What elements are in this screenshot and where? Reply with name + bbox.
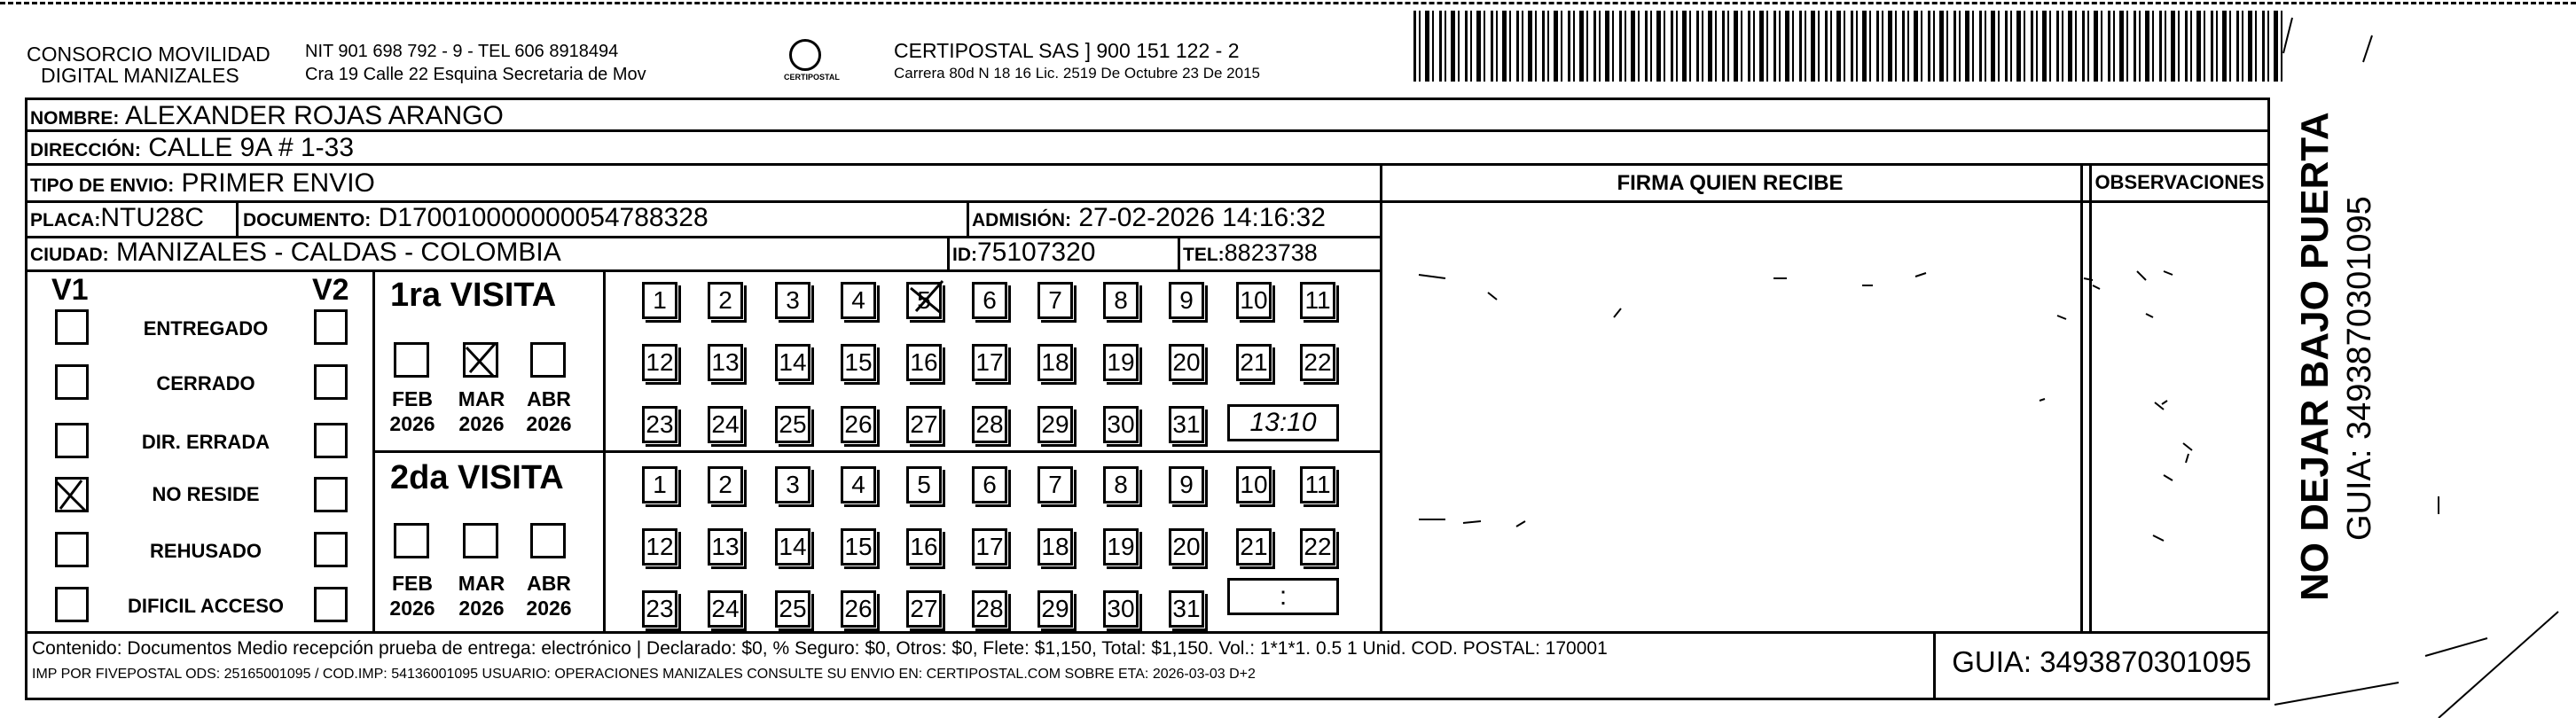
visit2-day-20[interactable]: 20 [1169, 528, 1204, 566]
status-label-rehusado: REHUSADO [150, 540, 262, 562]
visit1-day-6[interactable]: 6 [972, 282, 1007, 319]
visit1-day-13[interactable]: 13 [708, 344, 743, 381]
visit2-title: 2da VISITA [390, 459, 564, 496]
visit1-day-30[interactable]: 30 [1103, 406, 1139, 443]
visit2-day-28[interactable]: 28 [972, 590, 1007, 628]
visit2-day-22[interactable]: 22 [1300, 528, 1335, 566]
tipo-label: TIPO DE ENVIO: [30, 176, 175, 196]
visit1-day-1[interactable]: 1 [642, 282, 677, 319]
visit2-month-abr: ABR 2026 [526, 572, 572, 620]
id-field [952, 238, 1095, 270]
v1-rehusado-checkbox[interactable] [55, 532, 89, 567]
placa-label: PLACA: [30, 210, 101, 230]
visit1-day-17[interactable]: 17 [972, 344, 1007, 381]
visit2-day-18[interactable]: 18 [1037, 528, 1073, 566]
visit1-day-7[interactable]: 7 [1037, 282, 1073, 319]
cut-marks [2266, 0, 2576, 718]
visit2-month-mar-box[interactable] [463, 523, 498, 558]
visit1-day-9[interactable]: 9 [1169, 282, 1204, 319]
visit2-day-24[interactable]: 24 [708, 590, 743, 628]
direccion-label: DIRECCIÓN: [30, 140, 141, 160]
logo-text: CERTIPOSTAL [784, 73, 840, 82]
courier-sub: Carrera 80d N 18 16 Lic. 2519 De Octubre 23 De 2015 [894, 65, 1260, 82]
visit2-day-1[interactable]: 1 [642, 466, 677, 503]
visit1-day-12[interactable]: 12 [642, 344, 677, 381]
visit1-day-26[interactable]: 26 [841, 406, 876, 443]
visit2-day-8[interactable]: 8 [1103, 466, 1139, 503]
visit2-day-31[interactable]: 31 [1169, 590, 1204, 628]
ciudad-label: CIUDAD: [30, 245, 109, 265]
visit2-day-6[interactable]: 6 [972, 466, 1007, 503]
nombre-value: ALEXANDER ROJAS ARANGO [125, 101, 504, 130]
side-warning: NO DEJAR BAJO PUERTA [2293, 112, 2337, 601]
visit2-day-5[interactable]: 5 [906, 466, 942, 503]
company-name-line1: CONSORCIO MOVILIDAD [27, 43, 270, 66]
visit2-day-11[interactable]: 11 [1300, 466, 1335, 503]
visit1-day-10[interactable]: 10 [1236, 282, 1272, 319]
nombre-row [30, 101, 504, 134]
visit2-day-17[interactable]: 17 [972, 528, 1007, 566]
visit1-month-abr: ABR 2026 [526, 387, 572, 435]
visit1-day-3[interactable]: 3 [775, 282, 810, 319]
visit1-day-24[interactable]: 24 [708, 406, 743, 443]
visit1-day-8[interactable]: 8 [1103, 282, 1139, 319]
visit1-day-31[interactable]: 31 [1169, 406, 1204, 443]
tel-value: 8823738 [1224, 239, 1318, 266]
direccion-value: CALLE 9A # 1-33 [148, 133, 355, 162]
id-value: 75107320 [977, 238, 1096, 267]
visit1-day-2[interactable]: 2 [708, 282, 743, 319]
status-label-entregado: ENTREGADO [143, 317, 269, 339]
visit1-month-mar-box[interactable] [463, 342, 498, 378]
visit1-day-22[interactable]: 22 [1300, 344, 1335, 381]
visit2-day-15[interactable]: 15 [841, 528, 876, 566]
firma-header: FIRMA QUIEN RECIBE [1617, 171, 1844, 195]
visit2-day-16[interactable]: 16 [906, 528, 942, 566]
documento-value: D170010000000054788328 [378, 203, 709, 232]
v2-dificil-acceso-checkbox[interactable] [314, 587, 348, 622]
visit1-month-abr-box[interactable] [530, 342, 566, 378]
visit2-day-26[interactable]: 26 [841, 590, 876, 628]
visit1-month-feb-box[interactable] [394, 342, 429, 378]
footer-line2: IMP POR FIVEPOSTAL ODS: 25165001095 / COD.IMP: 54136001095 USUARIO: OPERACIONES MANIZALES CONSULTE SU ENVIO EN: CERTIPOSTAL.COM SOBRE ETA: 2026-03-03 D+2 [32, 667, 1256, 682]
v1-entregado-checkbox[interactable] [55, 309, 89, 345]
visit1-title: 1ra VISITA [390, 277, 557, 314]
courier-line: CERTIPOSTAL SAS ] 900 151 122 - 2 [894, 39, 1240, 62]
visit1-day-29[interactable]: 29 [1037, 406, 1073, 443]
visit2-day-25[interactable]: 25 [775, 590, 810, 628]
v2-rehusado-checkbox[interactable] [314, 532, 348, 567]
visit1-day-27[interactable]: 27 [906, 406, 942, 443]
check-mark-icon [907, 279, 944, 316]
visit2-month-mar: MAR 2026 [458, 572, 505, 620]
visit2-day-10[interactable]: 10 [1236, 466, 1272, 503]
visit1-day-20[interactable]: 20 [1169, 344, 1204, 381]
visit2-month-abr-box[interactable] [530, 523, 566, 558]
visit1-day-11[interactable]: 11 [1300, 282, 1335, 319]
status-label-no-reside: NO RESIDE [152, 483, 260, 505]
direccion-row [30, 133, 354, 166]
check-mark-icon [55, 477, 89, 512]
cut-line [0, 2, 2576, 4]
nombre-label: NOMBRE: [30, 108, 120, 129]
documento-field [243, 203, 709, 236]
status-label-dificil-acceso: DIFICIL ACCESO [127, 595, 284, 617]
v1-dir-errada-checkbox[interactable] [55, 423, 89, 458]
visit2-day-7[interactable]: 7 [1037, 466, 1073, 503]
side-guia: GUIA: 3493870301095 [2341, 196, 2378, 541]
signature-marks [1383, 204, 2266, 629]
visit2-day-2[interactable]: 2 [708, 466, 743, 503]
visit2-day-30[interactable]: 30 [1103, 590, 1139, 628]
ciudad-value: MANIZALES - CALDAS - COLOMBIA [116, 238, 561, 267]
documento-label: DOCUMENTO: [243, 210, 372, 230]
tel-label: TEL: [1183, 245, 1225, 265]
ciudad-field [30, 238, 561, 270]
visit1-day-25[interactable]: 25 [775, 406, 810, 443]
status-label-dir-errada: DIR. ERRADA [141, 431, 270, 453]
v2-dir-errada-checkbox[interactable] [314, 423, 348, 458]
v2-cerrado-checkbox[interactable] [314, 364, 348, 400]
visit1-day-15[interactable]: 15 [841, 344, 876, 381]
footer-guia: GUIA: 3493870301095 [1952, 645, 2251, 678]
visit1-month-feb: FEB 2026 [389, 387, 435, 435]
address-line: Cra 19 Calle 22 Esquina Secretaria de Mov [305, 65, 646, 84]
visit1-day-16[interactable]: 16 [906, 344, 942, 381]
visit2-day-27[interactable]: 27 [906, 590, 942, 628]
visit2-day-4[interactable]: 4 [841, 466, 876, 503]
admision-field [972, 203, 1326, 236]
visit1-day-5[interactable]: 5 [906, 282, 942, 319]
visit2-day-12[interactable]: 12 [642, 528, 677, 566]
v2-header: V2 [312, 273, 349, 307]
v1-dificil-acceso-checkbox[interactable] [55, 587, 89, 622]
tipo-value: PRIMER ENVIO [181, 168, 375, 198]
visit2-day-13[interactable]: 13 [708, 528, 743, 566]
visit1-day-28[interactable]: 28 [972, 406, 1007, 443]
placa-field [30, 203, 204, 236]
admision-value: 27-02-2026 14:16:32 [1078, 203, 1326, 232]
barcode [1413, 11, 2282, 82]
visit1-month-mar: MAR 2026 [458, 387, 505, 435]
visit1-day-19[interactable]: 19 [1103, 344, 1139, 381]
visit2-month-feb-box[interactable] [394, 523, 429, 558]
observaciones-header: OBSERVACIONES [2094, 171, 2265, 193]
v2-no-reside-checkbox[interactable] [314, 477, 348, 512]
status-label-cerrado: CERRADO [156, 372, 255, 394]
visit2-day-21[interactable]: 21 [1236, 528, 1272, 566]
visit2-day-29[interactable]: 29 [1037, 590, 1073, 628]
tel-field [1183, 238, 1318, 270]
check-mark-icon [463, 342, 498, 378]
visit2-day-23[interactable]: 23 [642, 590, 677, 628]
visit1-day-4[interactable]: 4 [841, 282, 876, 319]
v1-no-reside-checkbox[interactable] [55, 477, 89, 512]
id-label: ID: [952, 245, 977, 265]
footer-line1: Contenido: Documentos Medio recepción prueba de entrega: electrónico | Declarado: $0, % Seguro: $0, Otros: $0, Flete: $1,150, Total: $1,150. Vol.: 1*1*1. 0.5 1 Unid. COD. POSTAL: 170001 [32, 638, 1608, 659]
v1-header: V1 [51, 273, 89, 307]
placa-value: NTU28C [100, 203, 205, 232]
nit-line: NIT 901 698 792 - 9 - TEL 606 8918494 [305, 42, 619, 61]
visit1-hour-box[interactable]: 13:10 [1227, 404, 1339, 441]
visit2-day-3[interactable]: 3 [775, 466, 810, 503]
visit2-day-9[interactable]: 9 [1169, 466, 1204, 503]
visit1-day-14[interactable]: 14 [775, 344, 810, 381]
certipostal-logo-icon [789, 39, 821, 71]
visit2-day-19[interactable]: 19 [1103, 528, 1139, 566]
visit1-day-21[interactable]: 21 [1236, 344, 1272, 381]
visit1-day-18[interactable]: 18 [1037, 344, 1073, 381]
visit2-hour-box[interactable]: : [1227, 578, 1339, 615]
visit1-day-23[interactable]: 23 [642, 406, 677, 443]
company-name-line2: DIGITAL MANIZALES [41, 64, 239, 87]
visit2-day-14[interactable]: 14 [775, 528, 810, 566]
v1-cerrado-checkbox[interactable] [55, 364, 89, 400]
tipo-row [30, 168, 375, 201]
v2-entregado-checkbox[interactable] [314, 309, 348, 345]
admision-label: ADMISIÓN: [972, 210, 1071, 230]
visit2-month-feb: FEB 2026 [389, 572, 435, 620]
